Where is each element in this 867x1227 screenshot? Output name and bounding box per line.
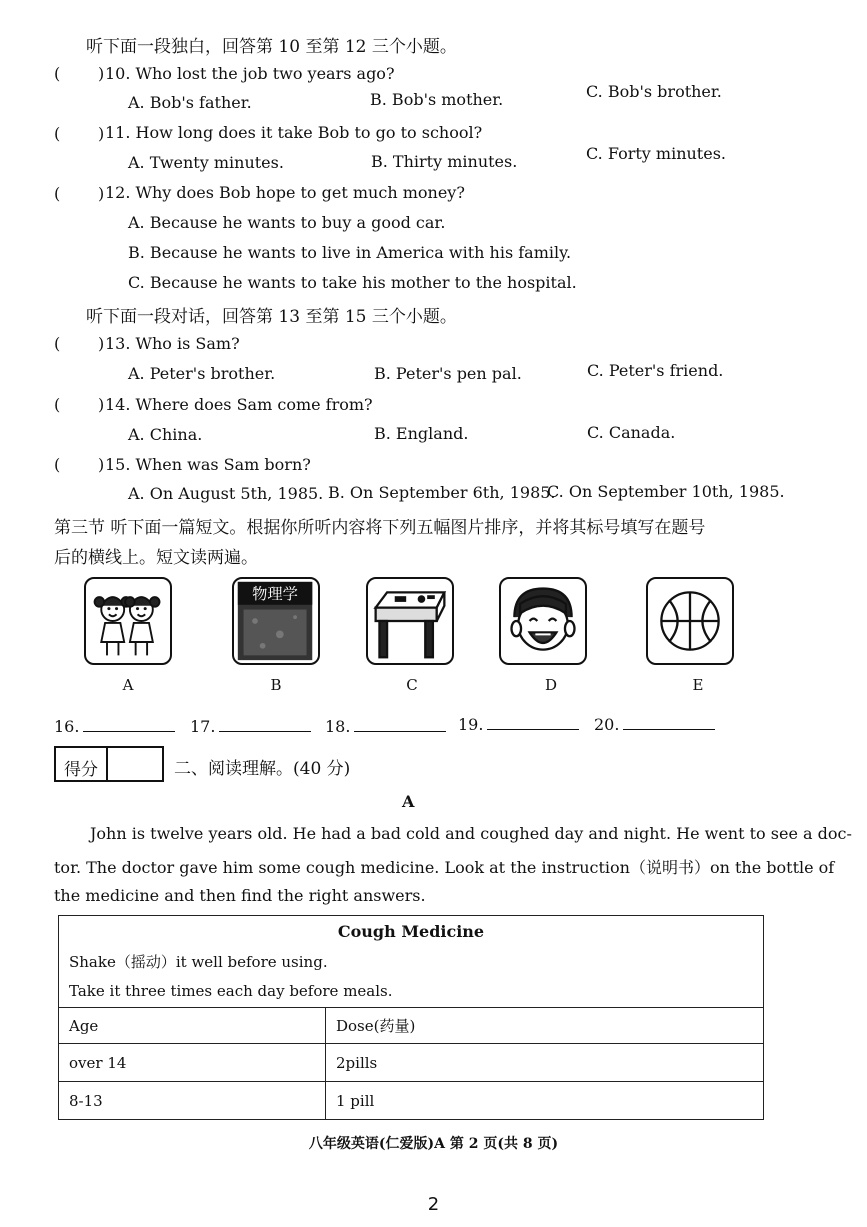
answer-blank-18[interactable] xyxy=(325,715,446,736)
question-11-option-b: B. Thirty minutes. xyxy=(371,152,518,171)
blank-line[interactable] xyxy=(354,715,446,732)
question-14-option-b: B. England. xyxy=(374,424,469,443)
two-girls-icon xyxy=(84,577,172,665)
passage-letter: A xyxy=(402,792,415,811)
question-14-option-a: A. China. xyxy=(128,425,203,444)
question-13-stem: 13. Who is Sam? xyxy=(105,334,240,353)
table-row xyxy=(59,1082,764,1120)
medicine-instruction-1: Shake（摇动）it well before using. xyxy=(69,953,328,971)
score-divider xyxy=(106,748,108,780)
question-12-stem: 12. Why does Bob hope to get much money? xyxy=(105,183,465,202)
answer-paren-open: ( xyxy=(54,455,61,474)
answer-paren-close: ) xyxy=(98,334,105,353)
blank-number: 20. xyxy=(594,715,620,734)
answer-paren-open: ( xyxy=(54,64,61,83)
question-10-option-a: A. Bob's father. xyxy=(128,93,252,112)
score-box xyxy=(54,746,164,782)
answer-paren-open: ( xyxy=(54,395,61,414)
reading-section-title: 二、阅读理解。(40 分) xyxy=(174,759,351,779)
answer-paren-open: ( xyxy=(54,124,61,143)
question-15-option-c: C. On September 10th, 1985. xyxy=(547,482,785,501)
answer-paren-open: ( xyxy=(54,184,61,203)
question-11-option-a: A. Twenty minutes. xyxy=(128,153,284,172)
laughing-boy-icon xyxy=(499,577,587,665)
table-cell-dose: 1 pill xyxy=(326,1082,764,1120)
blank-number: 18. xyxy=(325,717,351,736)
picture-label-d: D xyxy=(544,676,558,694)
picture-label-a: A xyxy=(122,676,134,694)
passage-line-1: John is twelve years old. He had a bad cold and coughed day and night. He went to see a doc- xyxy=(90,824,852,843)
table-cell-age: 8-13 xyxy=(59,1082,326,1120)
answer-paren-close: ) xyxy=(98,184,105,203)
answer-blank-16[interactable] xyxy=(54,715,175,736)
question-11-stem: 11. How long does it take Bob to go to school? xyxy=(105,123,483,142)
table-header-dose: Dose(药量) xyxy=(326,1008,764,1044)
answer-blank-20[interactable] xyxy=(594,713,715,734)
question-13-option-c: C. Peter's friend. xyxy=(587,361,724,380)
blank-line[interactable] xyxy=(219,715,311,732)
medicine-instruction-2: Take it three times each day before meals. xyxy=(69,982,393,1000)
question-12-option-b: B. Because he wants to live in America with his family. xyxy=(128,243,572,262)
physics-book-icon xyxy=(232,577,320,665)
table-row xyxy=(59,1044,764,1082)
answer-blank-17[interactable] xyxy=(190,715,311,736)
picture-label-c: C xyxy=(406,676,418,694)
medicine-instructions-cell xyxy=(59,916,764,1008)
question-15-stem: 15. When was Sam born? xyxy=(105,455,311,474)
blank-line[interactable] xyxy=(623,713,715,730)
question-10-option-b: B. Bob's mother. xyxy=(370,90,504,109)
question-15-option-b: B. On September 6th, 1985. xyxy=(328,483,556,502)
question-14-stem: 14. Where does Sam come from? xyxy=(105,395,373,414)
blank-number: 16. xyxy=(54,717,80,736)
question-13-option-b: B. Peter's pen pal. xyxy=(374,364,522,383)
desk-icon xyxy=(366,577,454,665)
question-14-option-c: C. Canada. xyxy=(587,423,676,442)
question-11-option-c: C. Forty minutes. xyxy=(586,144,726,163)
answer-paren-close: ) xyxy=(98,455,105,474)
passage-line-3: the medicine and then find the right answers. xyxy=(54,886,426,905)
book-title: 物理学 xyxy=(252,585,298,604)
answer-paren-close: ) xyxy=(98,64,105,83)
score-label: 得分 xyxy=(64,760,98,780)
answer-paren-open: ( xyxy=(54,334,61,353)
question-12-option-c: C. Because he wants to take his mother to the hospital. xyxy=(128,273,577,292)
blank-line[interactable] xyxy=(83,715,175,732)
table-header-age: Age xyxy=(59,1008,326,1044)
question-10-stem: 10. Who lost the job two years ago? xyxy=(105,64,395,83)
answer-blank-19[interactable] xyxy=(458,713,579,734)
table-cell-age: over 14 xyxy=(59,1044,326,1082)
passage-line-2: tor. The doctor gave him some cough medicine. Look at the instruction（说明书）on the bottle of xyxy=(54,858,835,877)
page-number: 2 xyxy=(427,1194,440,1215)
blank-number: 17. xyxy=(190,717,216,736)
blank-line[interactable] xyxy=(487,713,579,730)
section3-instruction-line2: 后的横线上。短文读两遍。 xyxy=(54,548,258,568)
section3-instruction-line1: 第三节 听下面一篇短文。根据你所听内容将下列五幅图片排序，并将其标号填写在题号 xyxy=(54,518,706,538)
answer-paren-close: ) xyxy=(98,124,105,143)
blank-number: 19. xyxy=(458,715,484,734)
medicine-title: Cough Medicine xyxy=(337,922,485,941)
section-intro-dialogue: 听下面一段对话，回答第 13 至第 15 三个小题。 xyxy=(86,307,457,327)
basketball-icon xyxy=(646,577,734,665)
medicine-instruction-table xyxy=(58,915,764,1120)
answer-paren-close: ) xyxy=(98,395,105,414)
question-13-option-a: A. Peter's brother. xyxy=(128,364,276,383)
picture-label-b: B xyxy=(270,676,282,694)
question-10-option-c: C. Bob's brother. xyxy=(586,82,722,101)
table-cell-dose: 2pills xyxy=(326,1044,764,1082)
section-intro-monologue: 听下面一段独白，回答第 10 至第 12 三个小题。 xyxy=(86,37,457,57)
question-12-option-a: A. Because he wants to buy a good car. xyxy=(128,213,446,232)
page-footer: 八年级英语(仁爱版)A 第 2 页(共 8 页) xyxy=(308,1136,559,1152)
picture-label-e: E xyxy=(692,676,704,694)
question-15-option-a: A. On August 5th, 1985. xyxy=(128,484,324,503)
